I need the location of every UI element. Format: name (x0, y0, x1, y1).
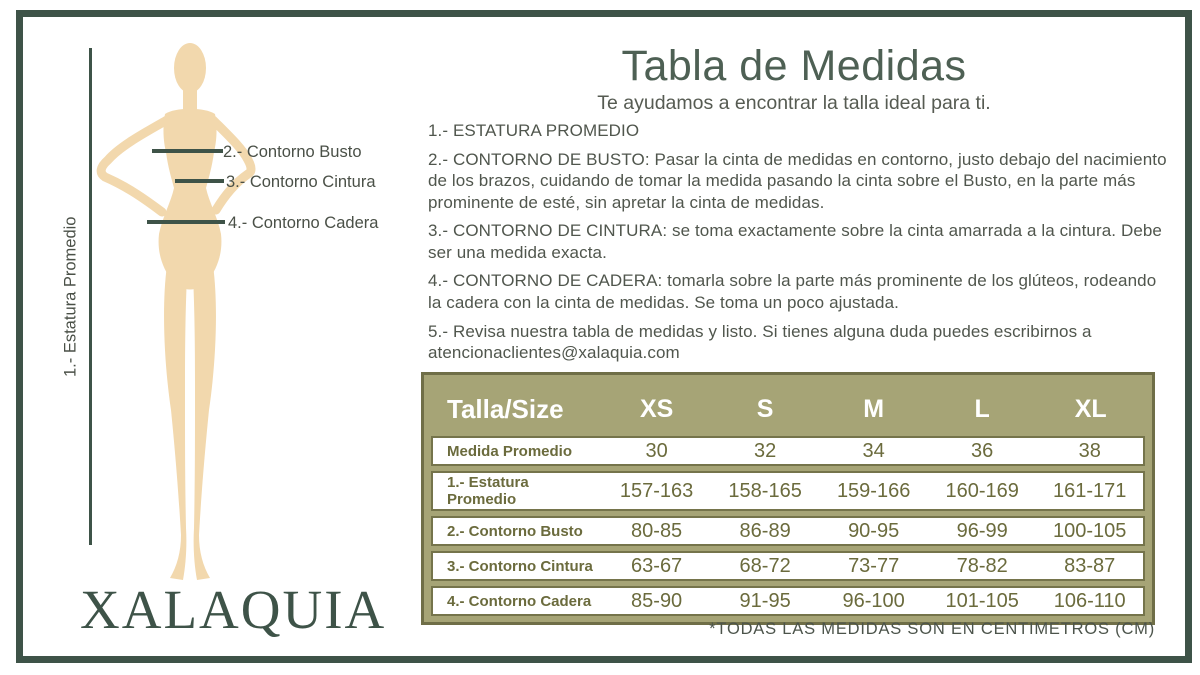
instruction-step: 4.- CONTORNO DE CADERA: tomarla sobre la parte más prominente de los glúteos, rodeando la cadera con la cinta de medidas. Se toma un poco ajustada. (428, 271, 1157, 313)
cell-value: 78-82 (928, 551, 1037, 581)
cell-value: 30 (602, 436, 711, 466)
row-label: 4.- Contorno Cadera (431, 586, 602, 616)
cell-value: 159-166 (819, 471, 928, 511)
instruction-step: 5.- Revisa nuestra tabla de medidas y listo. Si tienes alguna duda puedes escribirnos a atencionaclientes@xalaquia.com (428, 321, 1092, 363)
cell-value: 73-77 (819, 551, 928, 581)
table-row (431, 586, 1145, 616)
cell-value: 38 (1036, 436, 1145, 466)
bust-measure-line (152, 149, 223, 153)
height-measure-line (89, 48, 92, 545)
height-label: 1.- Estatura Promedio (61, 216, 80, 378)
cell-value: 83-87 (1036, 551, 1145, 581)
row-label: 2.- Contorno Busto (431, 516, 602, 546)
column-header: S (756, 395, 774, 423)
cell-value: 36 (928, 436, 1037, 466)
waist-label: 3.- Contorno Cintura (226, 173, 376, 191)
header (420, 42, 1168, 115)
size-table-header-row (431, 380, 1145, 431)
cell-value: 90-95 (819, 516, 928, 546)
cell-value: 96-99 (928, 516, 1037, 546)
page-subtitle: Te ayudamos a encontrar la talla ideal para ti. (597, 92, 991, 114)
cell-value: 157-163 (602, 471, 711, 511)
column-header: Talla/Size (447, 394, 564, 424)
table-row (431, 471, 1145, 511)
row-label: 3.- Contorno Cintura (431, 551, 602, 581)
cell-value: 68-72 (711, 551, 820, 581)
cell-value: 106-110 (1036, 586, 1145, 616)
table-row (431, 551, 1145, 581)
page-title: Tabla de Medidas (621, 42, 967, 90)
cell-value: 101-105 (928, 586, 1037, 616)
column-header: XL (1074, 395, 1107, 423)
measurements-unit-note: *TODAS LAS MEDIDAS SON EN CENTIMETROS (CM) (709, 620, 1155, 638)
size-table (421, 372, 1155, 625)
cell-value: 34 (819, 436, 928, 466)
cell-value: 85-90 (602, 586, 711, 616)
instruction-step: 3.- CONTORNO DE CINTURA: se toma exactamente sobre la cinta amarrada a la cintura. Debe ser una medida exacta. (428, 221, 1162, 262)
cell-value: 161-171 (1036, 471, 1145, 511)
column-header: M (863, 395, 885, 423)
cell-value: 158-165 (711, 471, 820, 511)
instruction-step: 1.- ESTATURA PROMEDIO (428, 121, 640, 140)
size-table-body (431, 436, 1145, 616)
cell-value: 80-85 (602, 516, 711, 546)
hip-measure-line (147, 220, 225, 224)
instructions-list (428, 120, 1173, 371)
table-row (431, 436, 1145, 466)
brand-logo: XALAQUIA (80, 579, 387, 640)
column-header: XS (639, 395, 674, 423)
cell-value: 63-67 (602, 551, 711, 581)
column-header: L (974, 395, 990, 423)
row-label: Medida Promedio (431, 436, 602, 466)
bust-label: 2.- Contorno Busto (223, 143, 362, 161)
cell-value: 160-169 (928, 471, 1037, 511)
table-row (431, 516, 1145, 546)
cell-value: 32 (711, 436, 820, 466)
cell-value: 91-95 (711, 586, 820, 616)
row-label: 1.- Estatura Promedio (431, 471, 602, 511)
cell-value: 96-100 (819, 586, 928, 616)
body-figure-illustration (90, 40, 290, 580)
instruction-step: 2.- CONTORNO DE BUSTO: Pasar la cinta de medidas en contorno, justo debajo del nacimiento de los brazos, cuidando de tomar la medida pasando la cinta sobre el Busto, en la parte más prominente de esté, sin apretar la cinta de medidas. (428, 149, 1167, 212)
cell-value: 86-89 (711, 516, 820, 546)
waist-measure-line (175, 179, 224, 183)
cell-value: 100-105 (1036, 516, 1145, 546)
hip-label: 4.- Contorno Cadera (228, 214, 379, 232)
